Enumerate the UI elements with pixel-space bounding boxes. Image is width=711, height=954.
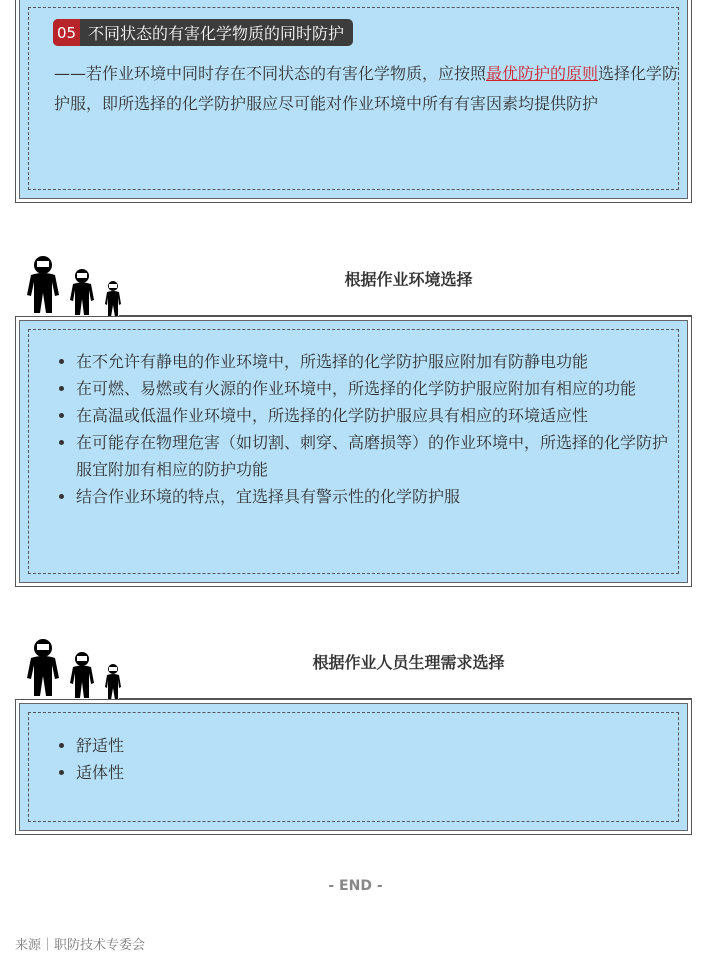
section-heading: 根据作业环境选择: [344, 270, 473, 289]
environment-panel: [15, 316, 692, 587]
physiology-list: [60, 732, 679, 786]
list-item: • 在可燃、易燃或有火源的作业环境中，所选择的化学防护服应附加有相应的功能: [76, 375, 679, 402]
end-marker: - END -: [328, 878, 383, 894]
list-item: • 在不允许有静电的作业环境中，所选择的化学防护服应附加有防静电功能: [76, 348, 679, 375]
paragraph-text-before: ——若作业环境中同时存在不同状态的有害化学物质，应按照: [54, 64, 487, 83]
physiology-section-header: [15, 632, 692, 702]
section-tag: [53, 19, 353, 46]
section-paragraph: [54, 59, 690, 119]
list-item: • 适体性: [76, 759, 679, 786]
environment-section-header: [15, 249, 692, 319]
section-title: 不同状态的有害化学物质的同时防护: [88, 24, 345, 43]
section-number: 05: [53, 19, 80, 46]
section-heading: 根据作业人员生理需求选择: [312, 653, 505, 672]
paragraph-text-after: 选择化学防护服，即所选择的化学防护服应尽可能对作业环境中所有有害因素均提供防护: [54, 64, 679, 113]
highlight-link[interactable]: 最优防护的原则: [486, 64, 599, 83]
list-item: • 在可能存在物理危害（如切割、刺穿、高磨损等）的作业环境中，所选择的化学防护服宜附加有相应的防护功能: [76, 429, 679, 483]
list-item: • 在高温或低温作业环境中，所选择的化学防护服应具有相应的环境适应性: [76, 402, 679, 429]
section-05-panel: [15, 0, 692, 203]
source-credit: 来源｜职防技术专委会: [15, 938, 146, 953]
list-item: • 舒适性: [76, 732, 679, 759]
physiology-panel: [15, 699, 692, 835]
list-item: • 结合作业环境的特点，宜选择具有警示性的化学防护服: [76, 483, 679, 510]
environment-list: [60, 348, 679, 510]
